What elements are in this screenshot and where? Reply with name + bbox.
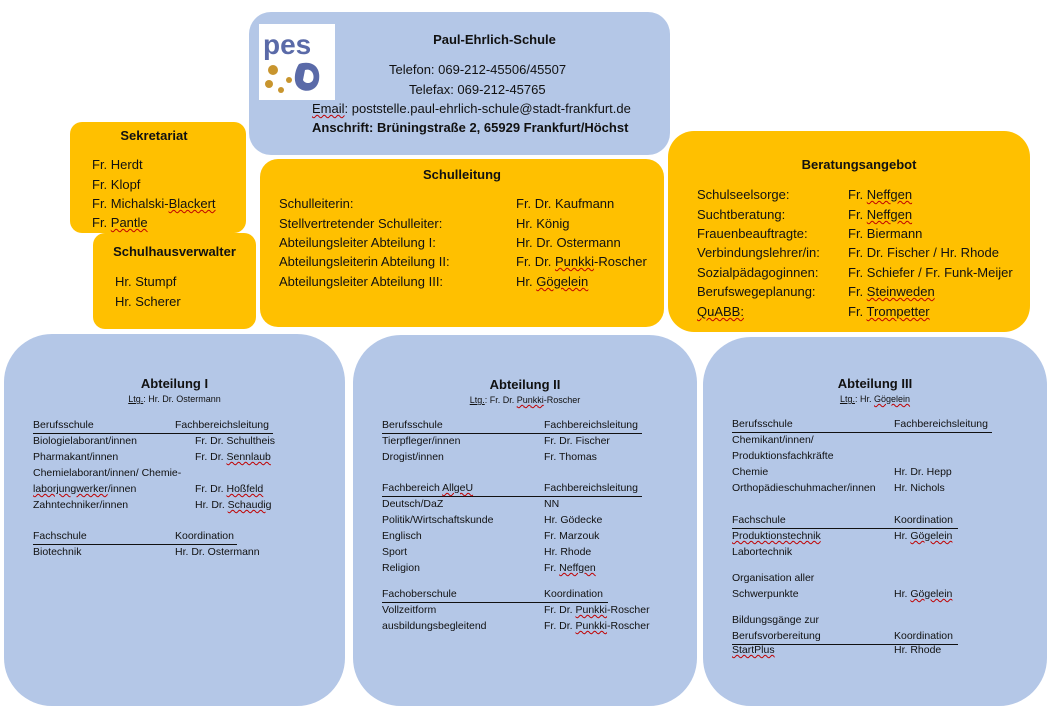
abteilung3-org-line: Organisation aller [732,572,815,584]
beratung-name: Fr. Steinweden [848,284,935,299]
abteilung3-header-right: Koordination [894,630,953,642]
abteilung2-lead-name: Fr. Neffgen [544,562,596,574]
abteilung1-box [4,334,345,706]
abteilung2-lead-name: NN [544,498,560,510]
schulleitung-role: Abteilungsleiterin Abteilung II: [279,254,450,269]
abteilung2-header-right: Fachbereichsleitung [544,482,638,494]
abteilung3-header-right: Koordination [894,514,953,526]
abteilung3-lead: Ltg.: Hr. Gögelein [839,394,911,404]
beratung-role: Berufswegeplanung: [697,284,816,299]
school-fax: Telefax: 069-212-45765 [409,82,546,97]
schulhausverwalter-member: Hr. Stumpf [115,274,177,289]
abteilung3-program: Chemie [732,466,769,478]
abteilung3-lead-name: Hr. Gögelein [894,530,953,542]
school-header-box [249,12,670,155]
beratung-name: Fr. Dr. Fischer / Hr. Rhode [848,245,999,260]
schulleitung-name: Hr. König [516,216,570,231]
abteilung2-program: Vollzeitform [382,604,437,616]
abteilung3-program: Orthopädieschuhmacher/innen [732,482,876,494]
schulleitung-role: Schulleiterin: [279,196,354,211]
abteilung2-header-right: Fachbereichsleitung [544,419,638,431]
beratung-name: Fr. Neffgen [848,207,913,222]
abteilung3-program: Produktionstechnik [732,530,821,542]
abteilung1-lead-name: Hr. Dr. Ostermann [175,546,260,558]
school-email [312,101,631,116]
sekretariat-member: Fr. Pantle [92,215,148,230]
schulhausverwalter-title: Schulhausverwalter [113,244,236,259]
schulhausverwalter-member: Hr. Scherer [115,294,181,309]
abteilung2-program: Englisch [382,530,422,542]
abteilung2-header-left: Fachoberschule [382,588,457,600]
beratung-role: Suchtberatung: [697,207,786,222]
abteilung1-header-left: Berufsschule [33,419,94,431]
beratung-name: Fr. Trompetter [848,304,930,319]
abteilung1-lead-name: Hr. Dr. Schaudig [195,499,272,511]
beratung-box [668,131,1030,332]
abteilung2-lead-name: Fr. Dr. Punkki-Roscher [544,604,650,616]
abteilung1-header-right: Koordination [175,530,234,542]
abteilung2-lead-name: Hr. Gödecke [544,514,603,526]
abteilung2-program: ausbildungsbegleitend [382,620,487,632]
school-phone: Telefon: 069-212-45506/45507 [389,62,567,77]
abteilung1-program: Chemielaborant/innen/ Chemie- [33,467,182,479]
schulhausverwalter-box [93,233,256,329]
sekretariat-member: Fr. Michalski-Blackert [92,196,216,211]
beratung-role: Frauenbeauftragte: [697,226,808,241]
abteilung1-lead: Ltg.: Hr. Dr. Ostermann [128,394,221,404]
schulleitung-name: Fr. Dr. Kaufmann [516,196,615,211]
abteilung2-lead-name: Fr. Thomas [544,451,597,463]
abteilung1-header-right: Fachbereichsleitung [175,419,269,431]
abteilung3-lead-name: Hr. Rhode [894,644,942,656]
abteilung3-program: StartPlus [732,644,775,656]
abteilung1-lead-name: Fr. Dr. Schultheis [195,435,275,447]
beratung-role: Schulseelsorge: [697,187,790,202]
schulleitung-box [260,159,664,327]
email-value[interactable]: : poststelle.paul-ehrlich-schule@stadt-frankfurt.de [344,101,631,116]
abteilung2-program: Drogist/innen [382,451,444,463]
beratung-name: Fr. Schiefer / Fr. Funk-Meijer [848,265,1013,280]
school-logo [259,24,335,100]
abteilung3-header-left: Berufsschule [732,418,793,430]
abteilung2-program: Politik/Wirtschaftskunde [382,514,494,526]
abteilung2-lead-name: Fr. Marzouk [544,530,600,542]
abteilung1-lead-name: Fr. Dr. Hoßfeld [195,483,264,495]
abteilung1-program: Pharmakant/innen [33,451,119,463]
schulleitung-name: Hr. Gögelein [516,274,589,289]
sekretariat-member: Fr. Klopf [92,177,141,192]
abteilung3-title: Abteilung III [837,376,913,391]
email-label: Email [312,101,345,116]
schulleitung-name: Hr. Dr. Ostermann [516,235,621,250]
abteilung2-program: Sport [382,546,408,558]
school-address: Anschrift: Brüningstraße 2, 65929 Frankfurt/Höchst [312,120,629,135]
abteilung3-header-left: Berufsvorbereitung [732,630,821,642]
school-name: Paul-Ehrlich-Schule [433,32,556,47]
beratung-title: Beratungsangebot [801,157,917,172]
abteilung2-lead-name: Hr. Rhode [544,546,592,558]
abteilung1-program: Zahntechniker/innen [33,499,129,511]
abteilung1-header-left: Fachschule [33,530,87,542]
abteilung2-header-left: Berufsschule [382,419,443,431]
abteilung1-program: Biotechnik [33,546,82,558]
schulleitung-title: Schulleitung [423,167,501,182]
abteilung3-lead-name: Hr. Dr. Hepp [894,466,952,478]
abteilung3-header-right: Fachbereichsleitung [894,418,988,430]
abteilung3-header-left: Fachschule [732,514,786,526]
logo-letters: pes [263,29,312,60]
abteilung3-program: Produktionsfachkräfte [732,450,834,462]
abteilung3-lead-name: Hr. Gögelein [894,588,953,600]
abteilung2-program: Tierpfleger/innen [382,435,461,447]
abteilung3-org-line: Schwerpunkte [732,588,799,600]
abteilung2-header-right: Koordination [544,588,603,600]
beratung-role: Sozialpädagoginnen: [697,265,819,280]
abteilung1-program: laborjungwerker/innen [33,483,137,495]
abteilung2-program: Religion [382,562,420,574]
abteilung2-lead-name: Fr. Dr. Fischer [544,435,610,447]
abteilung3-program: Labortechnik [732,546,793,558]
abteilung2-header-left: Fachbereich AllgeU [382,482,474,494]
abteilung2-lead-name: Fr. Dr. Punkki-Roscher [544,620,650,632]
sekretariat-title: Sekretariat [120,128,188,143]
beratung-role: QuABB: [697,304,744,319]
sekretariat-box [70,122,246,233]
beratung-role: Verbindungslehrer/in: [697,245,820,260]
abteilung3-program: Chemikant/innen/ [732,434,814,446]
abteilung3-bg-line: Bildungsgänge zur [732,614,819,626]
abteilung2-title: Abteilung II [489,377,561,392]
abteilung2-box [353,335,697,706]
abteilung1-title: Abteilung I [140,376,209,391]
schulleitung-role: Abteilungsleiter Abteilung I: [279,235,436,250]
schulleitung-role: Stellvertretender Schulleiter: [279,216,443,231]
beratung-name: Fr. Biermann [848,226,923,241]
abteilung3-box [703,337,1047,706]
abteilung3-lead-name: Hr. Nichols [894,482,945,494]
abteilung1-program: Biologielaborant/innen [33,435,137,447]
schulleitung-name: Fr. Dr. Punkki-Roscher [516,254,647,269]
abteilung1-lead-name: Fr. Dr. Sennlaub [195,451,271,463]
sekretariat-member: Fr. Herdt [92,157,143,172]
abteilung2-lead: Ltg.: Fr. Dr. Punkki-Roscher [469,395,581,405]
beratung-name: Fr. Neffgen [848,187,913,202]
abteilung2-program: Deutsch/DaZ [382,498,444,510]
schulleitung-role: Abteilungsleiter Abteilung III: [279,274,444,289]
